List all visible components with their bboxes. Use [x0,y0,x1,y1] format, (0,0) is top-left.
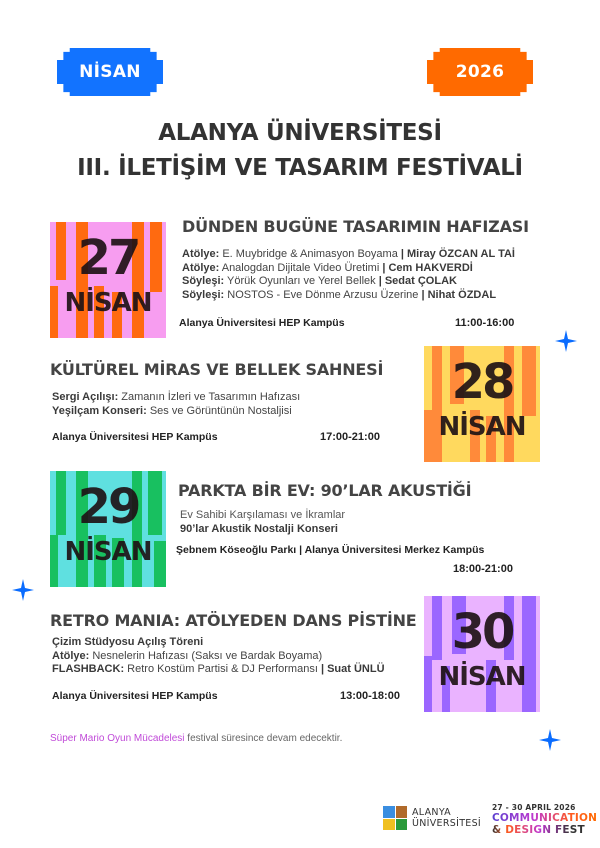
sparkle-icon [12,579,34,601]
month-badge-label: NİSAN [79,62,141,82]
event-location: Alanya Üniversitesi HEP Kampüs [52,690,218,702]
festival-logo-line1: COMMUNICATION [492,812,598,824]
date-block-30 [424,596,540,712]
date-month: NİSAN [64,537,152,567]
footer-note: Süper Mario Oyun Mücadelesi festival süresince devam edecektir. [50,733,343,744]
date-month: NİSAN [438,412,526,442]
event-time: 13:00-18:00 [340,690,400,702]
event-title: PARKTA BİR EV: 90’LAR AKUSTİĞİ [178,481,472,500]
university-logo-mark-icon [383,806,407,830]
month-badge [57,48,163,96]
game-contest-highlight: Süper Mario Oyun Mücadelesi [50,733,185,744]
year-badge [427,48,533,96]
date-block-28 [424,346,540,462]
year-badge-label: 2026 [455,62,505,82]
date-day: 28 [451,354,513,410]
detail-line: 90’lar Akustik Nostalji Konseri [180,522,338,535]
detail-line: Yeşilçam Konseri: Ses ve Görüntünün Nostaljisi [52,404,292,417]
event-details [182,248,515,302]
sparkle-icon [539,729,561,751]
detail-line: Sergi Açılışı: Zamanın İzleri ve Tasarımın Hafızası [52,391,301,403]
date-day: 27 [77,230,139,286]
detail-line: Söyleşi: Yörük Oyunları ve Yerel Bellek | Sedat ÇOLAK [182,275,457,287]
detail-line: Söyleşi: NOSTOS - Eve Dönme Arzusu Üzerine | Nihat ÖZDAL [182,288,497,301]
date-month: NİSAN [64,288,152,318]
date-day: 29 [77,479,139,535]
event-details [52,636,385,677]
date-month: NİSAN [438,662,526,692]
detail-line: Ev Sahibi Karşılaması ve İkramlar [180,509,346,521]
university-logo-line1: ALANYA [412,807,451,818]
event-location: Alanya Üniversitesi HEP Kampüs [52,431,218,443]
detail-line: Atölye: E. Muybridge & Animasyon Boyama | Miray ÖZCAN AL TAİ [182,248,515,260]
detail-line: Atölye: Analogdan Dijitale Video Üretimi | Cem HAKVERDİ [182,261,473,274]
event-title: RETRO MANIA: ATÖLYEDEN DANS PİSTİNE [50,611,417,630]
event-details [52,391,300,418]
date-day: 30 [451,604,513,660]
date-block-27 [50,222,166,338]
date-block-29 [50,471,166,587]
event-location: Şebnem Köseoğlu Parkı | Alanya Üniversitesi Merkez Kampüs [176,544,485,556]
festival-dates: 27 - 30 APRIL 2026 [492,803,576,812]
festival-title-line2: III. İLETİŞİM VE TASARIM FESTİVALİ [77,155,523,181]
detail-line: Atölye: Nesnelerin Hafızası (Saksı ve Bardak Boyama) [52,649,323,662]
event-title: DÜNDEN BUGÜNE TASARIMIN HAFIZASI [182,217,529,236]
event-location: Alanya Üniversitesi HEP Kampüs [179,317,345,329]
sparkle-icon [555,330,577,352]
event-time: 11:00-16:00 [455,317,515,329]
festival-logo [492,803,597,836]
detail-line: Çizim Stüdyosu Açılış Töreni [52,636,204,648]
event-time: 18:00-21:00 [453,563,513,575]
alanya-university-logo [383,806,481,830]
event-details [180,509,345,536]
event-time: 17:00-21:00 [320,431,380,443]
festival-title-line1: ALANYA ÜNİVERSİTESİ [158,120,442,146]
university-logo-line2: ÜNİVERSİTESİ [412,818,482,829]
festival-logo-line2: & DESIGN FEST [492,824,597,836]
event-title: KÜLTÜREL MİRAS VE BELLEK SAHNESİ [50,360,384,379]
detail-line: FLASHBACK: Retro Kostüm Partisi & DJ Performansı | Suat ÜNLÜ [52,663,385,675]
